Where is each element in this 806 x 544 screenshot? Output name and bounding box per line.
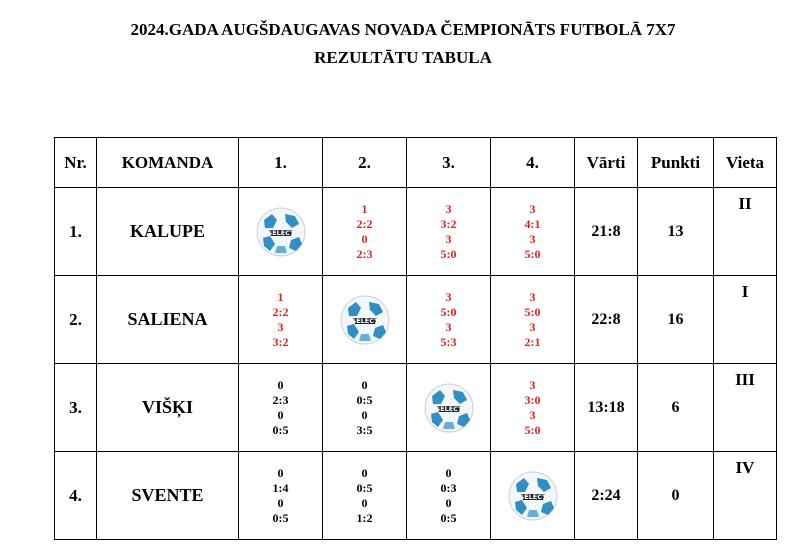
- table-row: [55, 364, 777, 452]
- match-score: 0:3: [440, 480, 457, 495]
- match-points: 3: [529, 289, 536, 304]
- match-points: 0: [445, 495, 452, 510]
- header-row: [55, 138, 777, 188]
- match-score: 5:0: [524, 304, 541, 319]
- header-opponent-1: 1.: [239, 138, 323, 188]
- soccer-ball-icon: [423, 382, 475, 434]
- match-points: 3: [529, 377, 536, 392]
- match-points: 0: [361, 465, 368, 480]
- self-match-cell: [323, 276, 407, 364]
- svg-text:SELECT: SELECT: [351, 316, 378, 325]
- match-points: 1: [361, 201, 368, 216]
- header-nr: Nr.: [55, 138, 97, 188]
- match-score: 5:3: [440, 334, 457, 349]
- match-score: 3:0: [524, 392, 541, 407]
- match-points: 3: [529, 407, 536, 422]
- match-points: 3: [529, 319, 536, 334]
- match-score: 1:2: [356, 510, 373, 525]
- match-score: 2:3: [272, 392, 289, 407]
- place-value: II: [714, 188, 777, 276]
- row-number: 4.: [55, 452, 97, 540]
- match-points: 0: [361, 231, 368, 246]
- match-score: 2:1: [524, 334, 541, 349]
- match-score: 3:2: [272, 334, 289, 349]
- team-name: VIŠĶI: [97, 364, 239, 452]
- soccer-ball-icon: [255, 206, 307, 258]
- points-value: 13: [638, 188, 714, 276]
- self-match-cell: [239, 188, 323, 276]
- soccer-ball-icon: [507, 470, 559, 522]
- match-score: 5:0: [440, 246, 457, 261]
- table-row: [55, 188, 777, 276]
- match-score: 2:2: [356, 216, 373, 231]
- match-score: 2:2: [272, 304, 289, 319]
- points-value: 6: [638, 364, 714, 452]
- match-result-cell: [407, 276, 491, 364]
- header-place: Vieta: [714, 138, 777, 188]
- match-score: 0:5: [440, 510, 457, 525]
- goals-value: 13:18: [575, 364, 638, 452]
- place-value: I: [714, 276, 777, 364]
- match-points: 3: [529, 201, 536, 216]
- header-team: KOMANDA: [97, 138, 239, 188]
- match-score: 5:0: [440, 304, 457, 319]
- match-result-cell: [323, 364, 407, 452]
- match-points: 3: [529, 231, 536, 246]
- match-points: 0: [277, 407, 284, 422]
- svg-text:SELECT: SELECT: [519, 492, 546, 501]
- self-match-cell: [491, 452, 575, 540]
- header-goals: Vārti: [575, 138, 638, 188]
- match-points: 0: [361, 495, 368, 510]
- page-title-line1: 2024.GADA AUGŠDAUGAVAS NOVADA ČEMPIONĀTS FUTBOLĀ 7X7: [130, 20, 676, 39]
- results-table: [54, 137, 777, 540]
- match-score: 3:2: [440, 216, 457, 231]
- match-points: 3: [445, 201, 452, 216]
- goals-value: 22:8: [575, 276, 638, 364]
- header-opponent-4: 4.: [491, 138, 575, 188]
- header-points: Punkti: [638, 138, 714, 188]
- match-score: 0:5: [356, 392, 373, 407]
- match-score: 1:4: [272, 480, 289, 495]
- match-score: 0:5: [272, 422, 289, 437]
- match-points: 3: [277, 319, 284, 334]
- self-match-cell: [407, 364, 491, 452]
- team-name: KALUPE: [97, 188, 239, 276]
- svg-text:SELECT: SELECT: [435, 404, 462, 413]
- table-row: [55, 452, 777, 540]
- match-score: 3:5: [356, 422, 373, 437]
- match-score: 2:3: [356, 246, 373, 261]
- header-opponent-3: 3.: [407, 138, 491, 188]
- match-result-cell: [407, 188, 491, 276]
- match-result-cell: [239, 364, 323, 452]
- header-opponent-2: 2.: [323, 138, 407, 188]
- match-points: 1: [277, 289, 284, 304]
- row-number: 1.: [55, 188, 97, 276]
- match-score: 0:5: [272, 510, 289, 525]
- match-score: 5:0: [524, 246, 541, 261]
- row-number: 2.: [55, 276, 97, 364]
- match-score: 4:1: [524, 216, 541, 231]
- match-points: 3: [445, 319, 452, 334]
- points-value: 16: [638, 276, 714, 364]
- table-row: [55, 276, 777, 364]
- svg-text:SELECT: SELECT: [267, 228, 294, 237]
- match-result-cell: [239, 452, 323, 540]
- match-points: 0: [361, 407, 368, 422]
- match-points: 3: [445, 231, 452, 246]
- match-result-cell: [323, 452, 407, 540]
- match-result-cell: [407, 452, 491, 540]
- row-number: 3.: [55, 364, 97, 452]
- match-points: 0: [361, 377, 368, 392]
- match-result-cell: [491, 188, 575, 276]
- goals-value: 2:24: [575, 452, 638, 540]
- match-points: 3: [445, 289, 452, 304]
- team-name: SALIENA: [97, 276, 239, 364]
- soccer-ball-icon: [339, 294, 391, 346]
- match-points: 0: [277, 465, 284, 480]
- match-score: 0:5: [356, 480, 373, 495]
- match-score: 5:0: [524, 422, 541, 437]
- match-result-cell: [239, 276, 323, 364]
- match-result-cell: [323, 188, 407, 276]
- match-points: 0: [277, 495, 284, 510]
- place-value: III: [714, 364, 777, 452]
- goals-value: 21:8: [575, 188, 638, 276]
- match-points: 0: [277, 377, 284, 392]
- points-value: 0: [638, 452, 714, 540]
- match-result-cell: [491, 276, 575, 364]
- match-points: 0: [445, 465, 452, 480]
- team-name: SVENTE: [97, 452, 239, 540]
- match-result-cell: [491, 364, 575, 452]
- page-title-line2: REZULTĀTU TABULA: [314, 48, 492, 67]
- place-value: IV: [714, 452, 777, 540]
